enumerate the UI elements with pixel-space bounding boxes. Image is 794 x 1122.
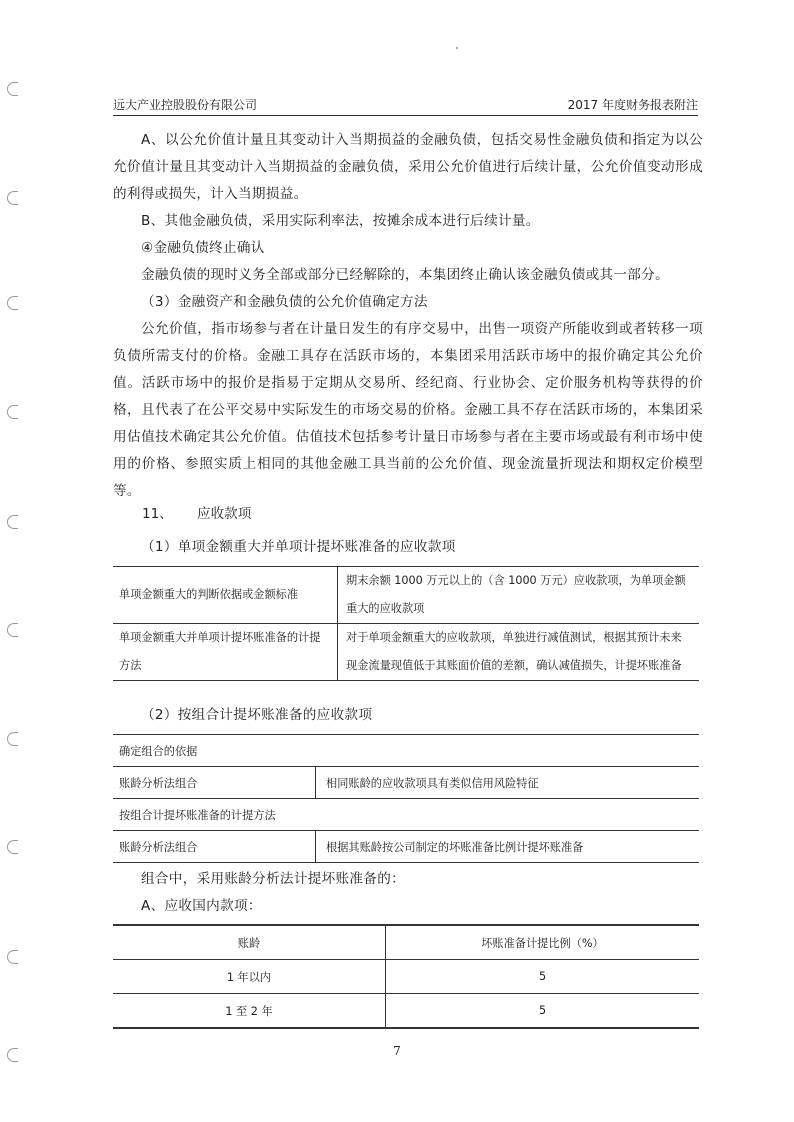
table-header-row — [113, 925, 699, 960]
table-cell-value: 相同账龄的应收款项具有类似信用风险特征 — [316, 767, 700, 799]
table-row — [113, 624, 699, 681]
column-header-ratio: 坏账准备计提比例（%） — [386, 925, 700, 960]
subsection-2-title: （2）按组合计提坏账准备的应收款项 — [141, 707, 373, 723]
company-name: 远大产业控股股份有限公司 — [113, 98, 258, 112]
table-heading-method: 按组合计提坏账准备的计提方法 — [113, 799, 699, 831]
paragraph-derecognition: 金融负债的现时义务全部或部分已经解除的，本集团终止确认该金融负债或其一部分。 — [141, 267, 669, 283]
table-cell-value: 根据其账龄按公司制定的坏账准备比例计提坏账准备 — [316, 831, 700, 863]
table-row — [113, 799, 699, 831]
aging-subtitle: A、应收国内款项： — [141, 898, 262, 914]
paragraph-other-liabilities: B、其他金融负债，采用实际利率法，按摊余成本进行后续计量。 — [141, 213, 540, 229]
table-row — [113, 994, 699, 1029]
binding-hole — [7, 840, 18, 854]
heading-derecognition: ④金融负债终止确认 — [141, 240, 265, 256]
aging-ratio-table — [113, 924, 699, 1029]
table-cell-label: 单项金额重大的判断依据或金额标准 — [113, 567, 338, 624]
section-title: 应收款项 — [197, 506, 252, 522]
column-header-age: 账龄 — [113, 925, 386, 960]
table-cell-label: 单项金额重大并单项计提坏账准备的计提方法 — [113, 624, 338, 681]
table-row — [113, 735, 699, 767]
report-title: 2017 年度财务报表附注 — [567, 98, 698, 112]
table-cell-age: 1 至 2 年 — [113, 994, 386, 1029]
binding-hole — [7, 950, 18, 964]
binding-hole — [7, 191, 18, 205]
table-cell-value: 对于单项金额重大的应收款项，单独进行减值测试，根据其预计未来现金流量现值低于其账面价值的差额，确认减值损失，计提坏账准备 — [338, 624, 700, 681]
table-cell-ratio: 5 — [386, 960, 700, 994]
paragraph-fvtpl-liabilities: A、以公允价值计量且其变动计入当期损益的金融负债，包括交易性金融负债和指定为以公允价值计量且其变动计入当期损益的金融负债，采用公允价值进行后续计量，公允价值变动形成的利得或损失，计入当期损益。 — [113, 132, 703, 202]
table-row — [113, 767, 699, 799]
binding-hole — [7, 296, 18, 310]
heading-fair-value-method: （3）金融资产和金融负债的公允价值确定方法 — [141, 294, 428, 310]
section-number: 11、 — [142, 506, 173, 522]
page-header — [113, 94, 698, 114]
header-rule — [113, 115, 698, 116]
table-cell-label: 账龄分析法组合 — [113, 831, 316, 863]
table-cell-value: 期末余额 1000 万元以上的（含 1000 万元）应收款项，为单项金额重大的应收款项 — [338, 567, 700, 624]
table-cell-age: 1 年以内 — [113, 960, 386, 994]
binding-hole — [7, 405, 18, 419]
table-row — [113, 567, 699, 624]
binding-hole — [7, 515, 18, 529]
binding-hole — [7, 732, 18, 746]
table-row — [113, 960, 699, 994]
paragraph-fair-value: 公允价值，指市场参与者在计量日发生的有序交易中，出售一项资产所能收到或者转移一项负债所需支付的价格。金融工具存在活跃市场的，本集团采用活跃市场中的报价确定其公允价值。活跃市场中的报价是指易于定期从交易所、经纪商、行业协会、定价服务机构等获得的价格，且代表了在公平交易中实际发生的市场交易的价格。金融工具不存在活跃市场的，本集团采用估值技术确定其公允价值。估值技术包括参考计量日市场参与者在主要市场或最有利市场中使用的价格、参照实质上相同的其他金融工具当前的公允价值、现金流量折现法和期权定价模型等。 — [113, 321, 703, 499]
table-cell-label: 账龄分析法组合 — [113, 767, 316, 799]
binding-hole — [7, 623, 18, 637]
significant-receivables-table — [113, 566, 699, 681]
scan-speck — [456, 47, 458, 49]
subsection-1-title: （1）单项金额重大并单项计提坏账准备的应收款项 — [141, 539, 456, 555]
aging-intro: 组合中，采用账龄分析法计提坏账准备的： — [141, 871, 405, 887]
table-cell-ratio: 5 — [386, 994, 700, 1029]
table-row — [113, 831, 699, 863]
table-heading-basis: 确定组合的依据 — [113, 735, 699, 767]
binding-hole — [7, 82, 18, 96]
portfolio-provision-table — [113, 734, 699, 863]
page-number: 7 — [393, 1044, 401, 1058]
